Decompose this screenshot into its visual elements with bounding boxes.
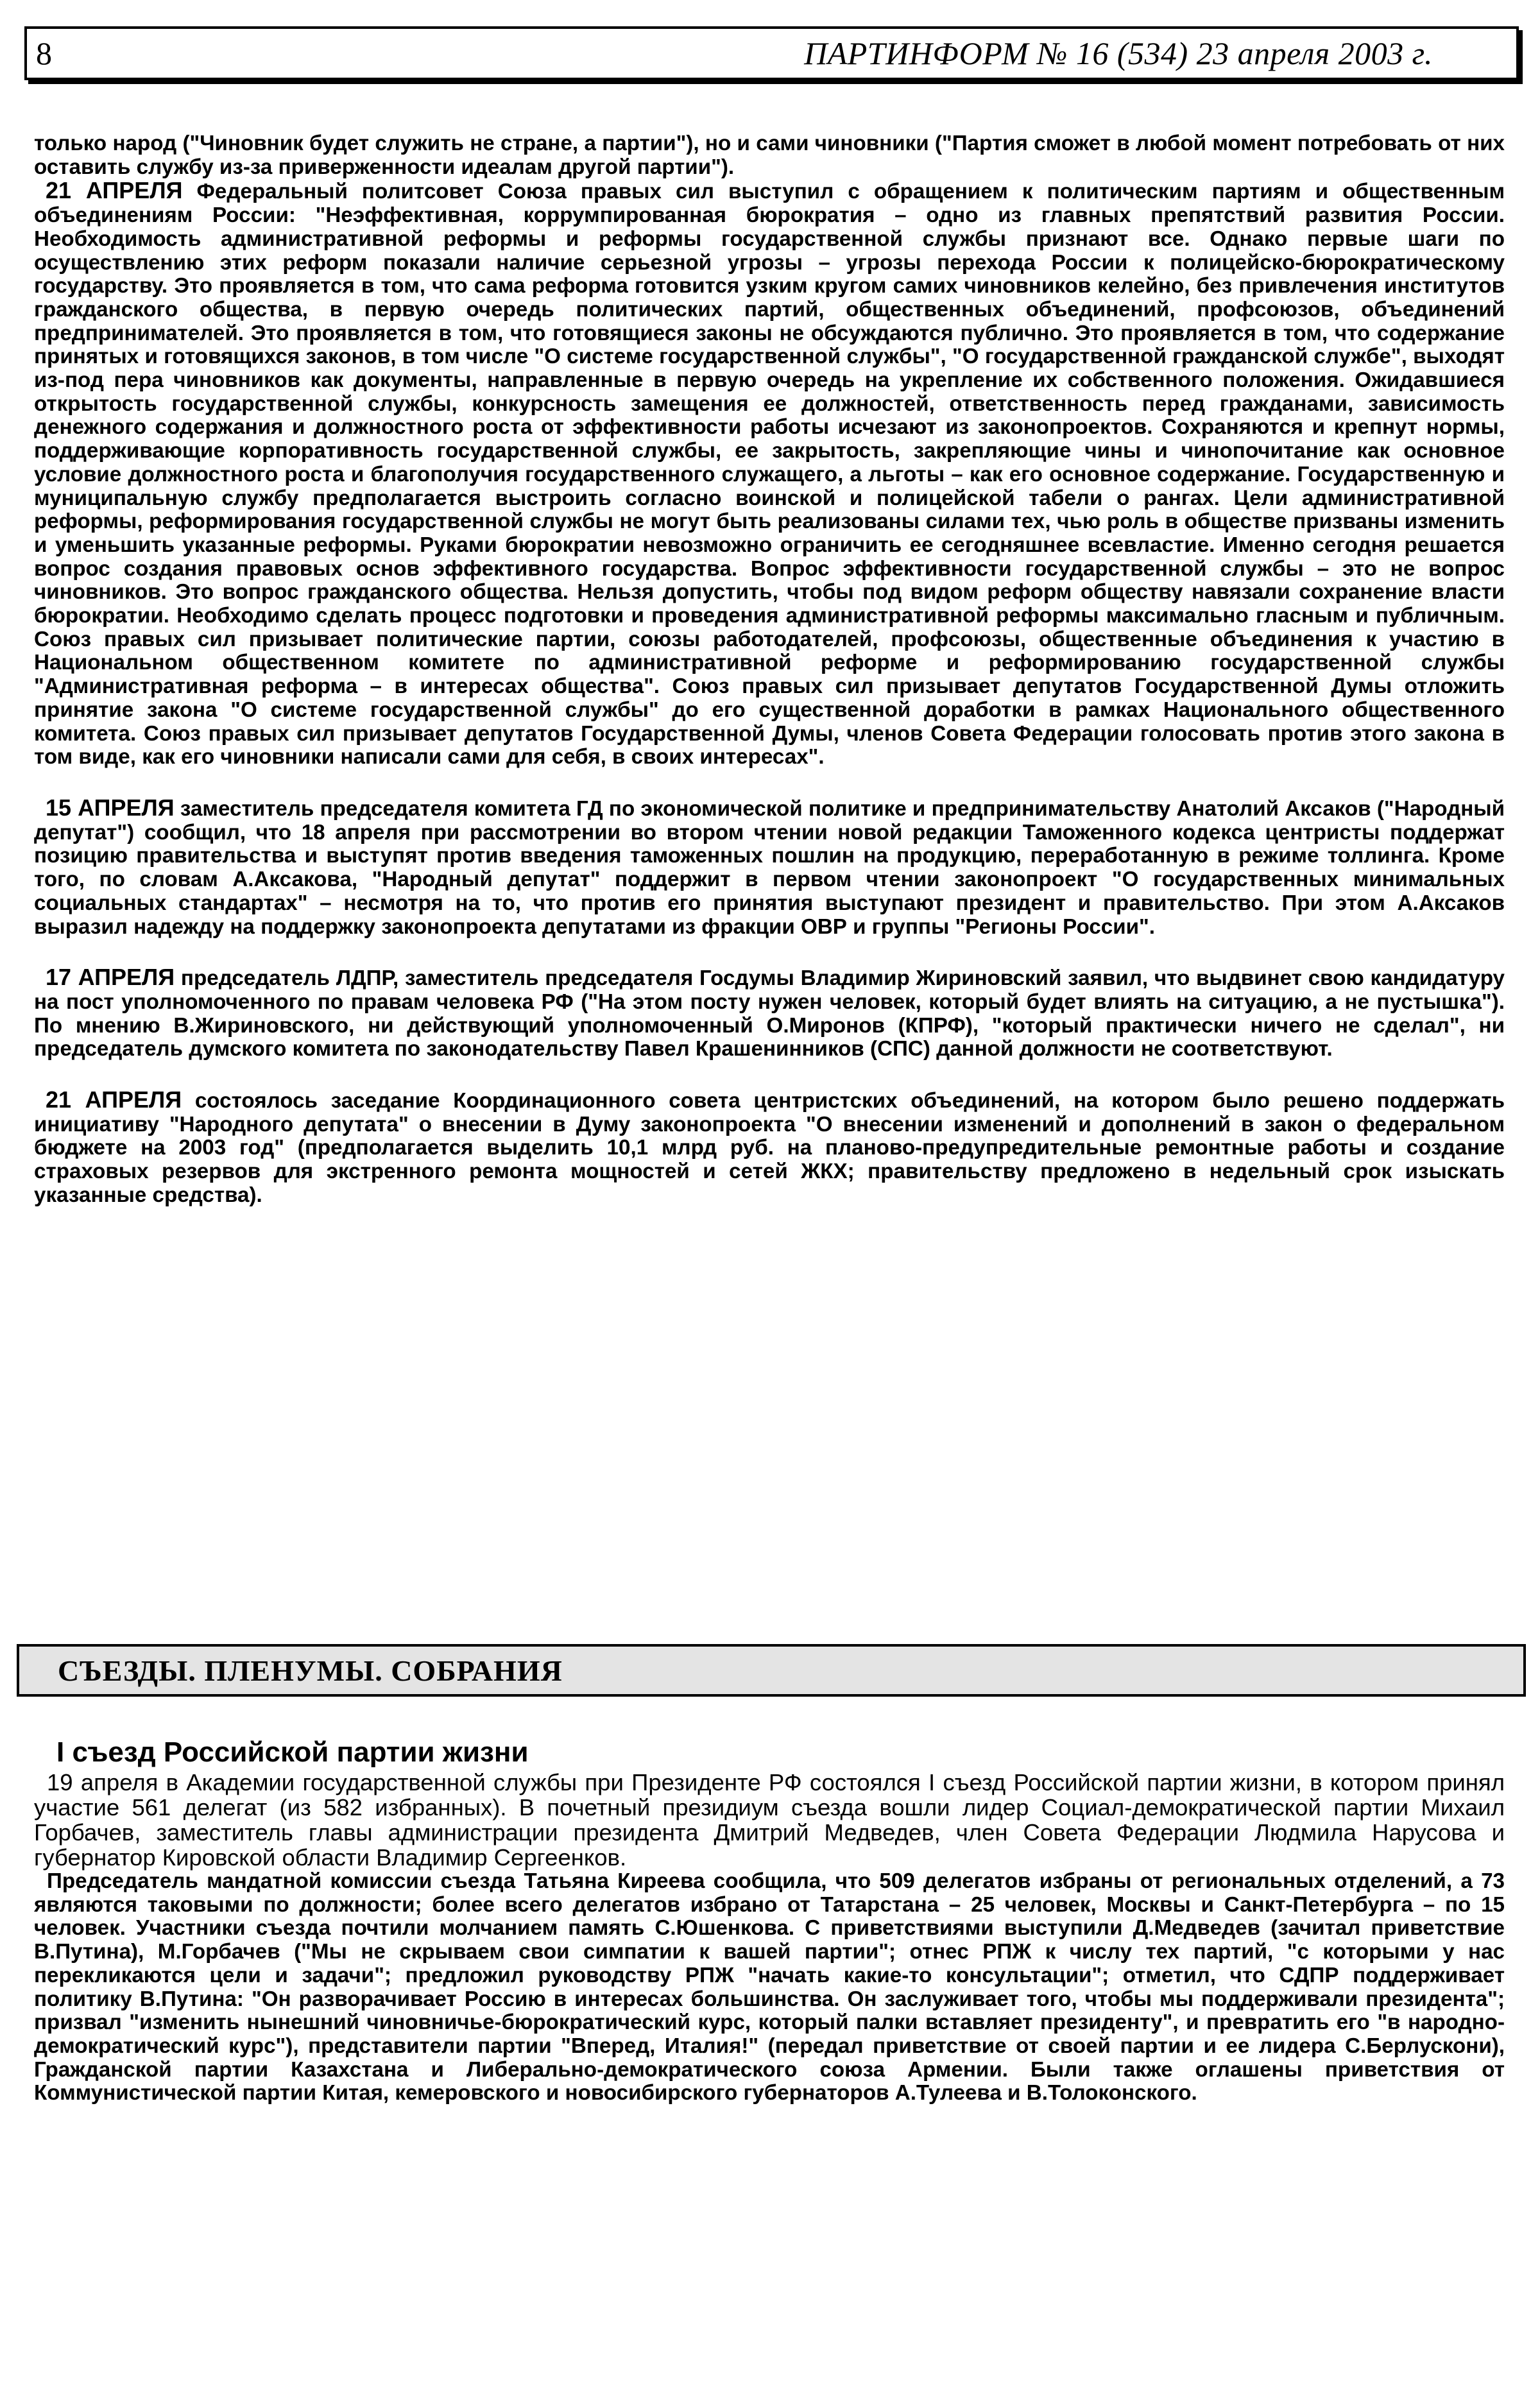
news-item-text: председатель ЛДПР, заместитель председателя Госдумы Владимир Жириновский заявил, что выдвинет свою кандидатуру на пост уполномоченного по правам человека РФ ("На этом посту нужен человек, который будет влиять на ситуацию, а не пустышка"). По мнению В.Жириновского, ни действующий уполномоченный О.Миронов (КПРФ), "который практически ничего не сделал", ни председатель думского комитета по законодательству Павел Крашенинников (СПС) данной должности не соответствуют. [34,966,1505,1061]
paragraph-gap [34,1061,1505,1088]
news-item-text: состоялось заседание Координационного совета центристских объединений, на котором было решено поддержать инициативу "Народного депутата" о внесении в Думу законопроекта "О внесении изменений и дополнений в закон о федеральном бюджете на 2003 год" (предполагается выделить 10,1 млрд руб. на планово-предупредительные ремонтные работы и создание страховых резервов для экстренного ремонта мощностей и сетей ЖКХ; правительству предложено в недельный срок изыскать указанные средства). [34,1089,1505,1207]
article-lead-paragraph: 19 апреля в Академии государственной службы при Президенте РФ состоялся I съезд Российской партии жизни, в котором принял участие 561 делегат (из 582 избранных). В почетный президиум съезда вошли лидер Социал-демократической партии Михаил Горбачев, заместитель главы администрации президента Дмитрий Медведев, член Совета Федерации Людмила Нарусова и губернатор Кировской области Владимир Сергеенков. [34,1769,1505,1871]
news-item-date: 21 АПРЕЛЯ [46,1086,182,1113]
paragraph-gap [34,769,1505,796]
news-item [34,796,1505,939]
news-item-date: 15 АПРЕЛЯ [46,794,175,821]
paragraph-gap [34,939,1505,966]
page-number: 8 [36,35,52,71]
article-heading: I съезд Российской партии жизни [56,1736,529,1768]
news-item [34,179,1505,769]
issue-title: ПАРТИНФОРМ № 16 (534) 23 апреля 2003 г. [804,35,1433,71]
article-body-paragraph: Председатель мандатной комиссии съезда Татьяна Киреева сообщила, что 509 делегатов избраны от региональных отделений, а 73 являются таковыми по должности; более всего делегатов избрано от Татарстана – 25 человек, Москвы и Санкт-Петербурга – по 15 человек. Участники съезда почтили молчанием память С.Юшенкова. С приветствиями выступили Д.Медведев (зачитал приветствие В.Путина), М.Горбачев ("Мы не скрываем свои симпатии к вашей партии"; отнес РПЖ к числу тех партий, "с которыми у нас перекликаются цели и задачи"; предложил руководству РПЖ "начать какие-то консультации"; отметил, что СДПР поддерживает политику В.Путина: "Он разворачивает Россию в интересах большинства. Он заслуживает того, чтобы мы поддерживали президента"; призвал "изменить нынешний чиновничье-бюрократический курс, который палки вставляет президенту", и превратить его "в народно-демократический курс"), представители партии "Вперед, Италия!" (передал приветствие от своей партии и ее лидера С.Берлускони), Гражданской партии Казахстана и Либерально-демократического союза Армении. Были также оглашены приветствия от Коммунистической партии Китая, кемеровского и новосибирского губернаторов А.Тулеева и В.Толоконского. [34,1869,1505,2105]
article [34,1735,1505,2105]
section-header-bar [17,1644,1526,1697]
news-column [34,132,1505,1208]
news-item [34,966,1505,1061]
news-item [34,1088,1505,1208]
news-item-date: 17 АПРЕЛЯ [46,964,175,991]
news-continuation-paragraph: только народ ("Чиновник будет служить не стране, а партии"), но и сами чиновники ("Партия сможет в любой момент потребовать от них оставить службу из-за приверженности идеалам другой партии"). [34,132,1505,179]
news-item-text: Федеральный политсовет Союза правых сил выступил с обращением к политическим партиям и общественным объединениям России: "Неэффективная, коррумпированная бюрократия – одно из главных препятствий развития России. Необходимость административной реформы и реформы государственной службы признают все. Однако первые шаги по осуществлению этих реформ показали наличие серьезной угрозы – угрозы перехода России к полицейско-бюрократическому государству. Это проявляется в том, что сама реформа готовится узким кругом самих чиновников келейно, без привлечения институтов гражданского общества, в первую очередь политических партий, общественных объединений, профсоюзов, объединений предпринимателей. Это проявляется в том, что готовящиеся законы не обсуждаются публично. Это проявляется в том, что содержание принятых и готовящихся законов, в том числе "О системе государственной службы", "О государственной гражданской службе", выходят из-под пера чиновников как документы, направленные в первую очередь на укрепление их собственного положения. Ожидавшиеся открытость государственной службы, конкурсность замещения ее должностей, ответственность перед гражданами, зависимость денежного содержания и должностного роста от эффективности работы исчезают из законопроектов. Сохраняются и крепнут нормы, поддерживающие корпоративность государственной службы, ее закрытость, закрепляющие чины и чинопочитание как основное условие должностного роста и благополучия государственного служащего, а льготы – как его основное содержание. Государственную и муниципальную службу предполагается выстроить согласно воинской и полицейской табели о рангах. Цели административной реформы, реформирования государственной службы не могут быть реализованы силами тех, чью роль в обществе призваны изменить и уменьшить указанные реформы. Руками бюрократии невозможно ограничить ее сегодняшнее всевластие. Именно сегодня решается вопрос создания правовых основ эффективного государства. Вопрос эффективности государственной службы – это не вопрос чиновников. Это вопрос гражданского общества. Нельзя допустить, чтобы под видом реформ обществу навязали сохранение власти бюрократии. Необходимо сделать процесс подготовки и проведения административной реформы максимально гласным и публичным. Союз правых сил призывает политические партии, союзы работодателей, профсоюзы, общественные объединения к участию в Национальном общественном комитете по административной реформе и реформированию государственной службы "Административная реформа – в интересах общества". Союз правых сил призывает депутатов Государственной Думы отложить принятие закона "О системе государственной службы" до его существенной доработки в рамках Национального общественного комитета. Союз правых сил призывает депутатов Государственной Думы, членов Совета Федерации голосовать против этого закона в том виде, как его чиновники написали сами для себя, в своих интересах". [34,180,1505,769]
section-title: СЪЕЗДЫ. ПЛЕНУМЫ. СОБРАНИЯ [58,1654,563,1687]
news-item-date: 21 АПРЕЛЯ [46,177,183,204]
page-header [24,26,1519,80]
news-item-text: заместитель председателя комитета ГД по экономической политике и предпринимательству Анатолий Аксаков ("Народный депутат") сообщил, что 18 апреля при рассмотрении во втором чтении новой редакции Таможенного кодекса центристы поддержат позицию правительства и выступят против введения таможенных пошлин на продукцию, переработанную в режиме толлинга. Кроме того, по словам А.Аксакова, "Народный депутат" поддержит в первом чтении законопроект "О государственных минимальных социальных стандартах" – несмотря на то, что против его принятия выступают президент и правительство. При этом А.Аксаков выразил надежду на поддержку законопроекта депутатами из фракции ОВР и группы "Регионы России". [34,796,1505,939]
